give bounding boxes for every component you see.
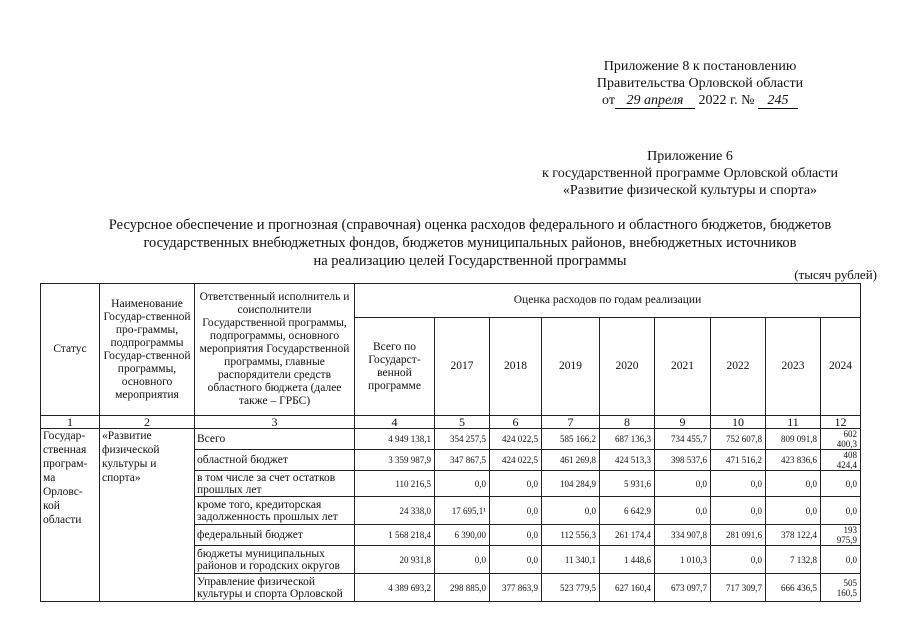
header-year: 2021 xyxy=(655,318,711,416)
col-number: 12 xyxy=(821,416,861,429)
row-value: 0,0 xyxy=(490,546,542,574)
appendix6-header xyxy=(510,148,870,199)
row-value: 0,0 xyxy=(490,471,542,497)
header-year: 2017 xyxy=(435,318,490,416)
col-number: 10 xyxy=(711,416,766,429)
row-value: 334 907,8 xyxy=(655,525,711,546)
row-value: 112 556,3 xyxy=(542,525,600,546)
row-value: 0,0 xyxy=(542,497,600,525)
header-year: 2020 xyxy=(600,318,655,416)
row-value: 0,0 xyxy=(490,497,542,525)
title-line2: государственных внебюджетных фондов, бюджетов муниципальных районов, внебюджетных источников xyxy=(143,235,797,251)
table-row xyxy=(41,429,861,450)
row-value: 0,0 xyxy=(821,497,861,525)
header-year: 2022 xyxy=(711,318,766,416)
row-value: 298 885,0 xyxy=(435,574,490,602)
col-number: 4 xyxy=(355,416,435,429)
row-value: 6 390,00 xyxy=(435,525,490,546)
row-value: 627 160,4 xyxy=(600,574,655,602)
header-year: 2019 xyxy=(542,318,600,416)
row-label: федеральный бюджет xyxy=(195,525,355,546)
row-value: 0,0 xyxy=(766,497,821,525)
handwritten-number: 245 xyxy=(758,94,798,109)
row-label: бюджеты муниципальных районов и городских округов xyxy=(195,546,355,574)
row-label: кроме того, кредиторская задолженность прошлых лет xyxy=(195,497,355,525)
year-text: 2022 г. № xyxy=(698,93,755,108)
col-number: 9 xyxy=(655,416,711,429)
col-number: 8 xyxy=(600,416,655,429)
row-total: 3 359 987,9 xyxy=(355,450,435,471)
row-value: 0,0 xyxy=(711,546,766,574)
row-value: 354 257,5 xyxy=(435,429,490,450)
row-value: 0,0 xyxy=(655,497,711,525)
row-value: 6 642,9 xyxy=(600,497,655,525)
row-value: 602 400,3 xyxy=(821,429,861,450)
col-number: 1 xyxy=(41,416,100,429)
row-label: в том числе за счет остатков прошлых лет xyxy=(195,471,355,497)
col-number: 6 xyxy=(490,416,542,429)
program-name-cell: «Развитие физической культуры и спорта» xyxy=(100,429,195,602)
header-estimate-group: Оценка расходов по годам реализации xyxy=(355,284,861,318)
row-label: областной бюджет xyxy=(195,450,355,471)
header-name: Наименование Государ-ственной про-граммы, подпрограммы Государ-ственной программы, основного мероприятия xyxy=(100,284,195,416)
row-value: 0,0 xyxy=(766,471,821,497)
row-value: 0,0 xyxy=(711,471,766,497)
row-value: 0,0 xyxy=(821,546,861,574)
row-total: 24 338,0 xyxy=(355,497,435,525)
appendix6-line1: Приложение 6 xyxy=(647,149,733,164)
row-value: 1 010,3 xyxy=(655,546,711,574)
col-number: 11 xyxy=(766,416,821,429)
row-total: 110 216,5 xyxy=(355,471,435,497)
row-value: 424 022,5 xyxy=(490,429,542,450)
row-label: Управление физической культуры и спорта Орловской xyxy=(195,574,355,602)
appendix8-line1: Приложение 8 к постановлению xyxy=(603,59,797,74)
row-value: 0,0 xyxy=(435,546,490,574)
row-value: 104 284,9 xyxy=(542,471,600,497)
row-value: 11 340,1 xyxy=(542,546,600,574)
appendix8-line2: Правительства Орловской области xyxy=(596,76,804,91)
row-total: 4 389 693,2 xyxy=(355,574,435,602)
row-value: 505 160,5 xyxy=(821,574,861,602)
col-number: 7 xyxy=(542,416,600,429)
row-value: 423 836,6 xyxy=(766,450,821,471)
row-value: 7 132,8 xyxy=(766,546,821,574)
header-total: Всего по Государст-венной программе xyxy=(355,318,435,416)
row-value: 0,0 xyxy=(490,525,542,546)
row-total: 20 931,8 xyxy=(355,546,435,574)
units-label: (тысяч рублей) xyxy=(794,267,877,282)
appendix8-date-line xyxy=(560,92,840,109)
row-value: 523 779,5 xyxy=(542,574,600,602)
row-value: 0,0 xyxy=(435,471,490,497)
row-value: 0,0 xyxy=(655,471,711,497)
appendix8-header xyxy=(560,58,840,109)
row-value: 673 097,7 xyxy=(655,574,711,602)
row-value: 424 513,3 xyxy=(600,450,655,471)
title-line3: на реализацию целей Государственной программы xyxy=(313,253,627,269)
appendix6-line3: «Развитие физической культуры и спорта» xyxy=(562,183,818,198)
header-responsible: Ответственный исполнитель и соисполнители Государственной программы, подпрограммы, основного мероприятия Государственной программы, главные распорядители средств областного бюджета (далее также – ГРБС) xyxy=(195,284,355,416)
row-value: 5 931,6 xyxy=(600,471,655,497)
appendix6-line2: к государственной программе Орловской области xyxy=(542,166,838,181)
row-label: Всего xyxy=(195,429,355,450)
row-value: 585 166,2 xyxy=(542,429,600,450)
column-number-row xyxy=(41,416,861,429)
row-value: 193 975,9 xyxy=(821,525,861,546)
row-value: 666 436,5 xyxy=(766,574,821,602)
row-value: 347 867,5 xyxy=(435,450,490,471)
col-number: 5 xyxy=(435,416,490,429)
row-value: 471 516,2 xyxy=(711,450,766,471)
row-value: 687 136,3 xyxy=(600,429,655,450)
row-value: 1 448,6 xyxy=(600,546,655,574)
from-prefix: от xyxy=(602,93,615,108)
row-value: 408 424,4 xyxy=(821,450,861,471)
row-value: 398 537,6 xyxy=(655,450,711,471)
row-total: 4 949 138,1 xyxy=(355,429,435,450)
header-status: Статус xyxy=(41,284,100,416)
resource-table xyxy=(40,283,861,602)
row-value: 17 695,1¹ xyxy=(435,497,490,525)
handwritten-date: 29 апреля xyxy=(615,94,695,109)
header-year: 2023 xyxy=(766,318,821,416)
row-value: 424 022,5 xyxy=(490,450,542,471)
status-cell: Государ-ственная програм-ма Орловс-кой области xyxy=(41,429,100,602)
row-value: 809 091,8 xyxy=(766,429,821,450)
header-year: 2024 xyxy=(821,318,861,416)
row-value: 281 091,6 xyxy=(711,525,766,546)
row-value: 261 174,4 xyxy=(600,525,655,546)
row-value: 752 607,8 xyxy=(711,429,766,450)
row-value: 0,0 xyxy=(711,497,766,525)
row-value: 378 122,4 xyxy=(766,525,821,546)
header-year: 2018 xyxy=(490,318,542,416)
row-value: 734 455,7 xyxy=(655,429,711,450)
row-value: 461 269,8 xyxy=(542,450,600,471)
col-number: 2 xyxy=(100,416,195,429)
row-value: 717 309,7 xyxy=(711,574,766,602)
row-total: 1 568 218,4 xyxy=(355,525,435,546)
row-value: 377 863,9 xyxy=(490,574,542,602)
row-value: 0,0 xyxy=(821,471,861,497)
document-title xyxy=(70,216,870,270)
col-number: 3 xyxy=(195,416,355,429)
title-line1: Ресурсное обеспечение и прогнозная (справочная) оценка расходов федерального и областного бюджетов, бюджетов xyxy=(108,217,832,233)
